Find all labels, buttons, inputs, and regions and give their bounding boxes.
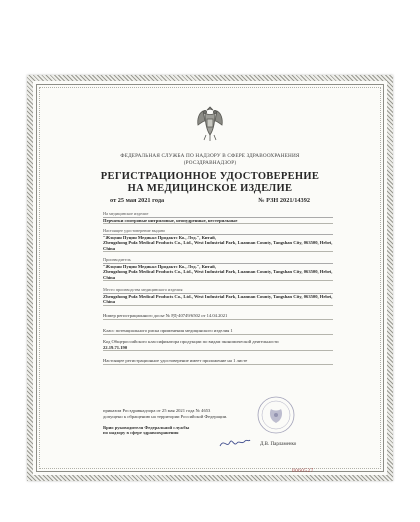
device-label: На медицинское изделие [103, 211, 333, 218]
manufacturer-block [103, 257, 333, 281]
issue-date: от 25 мая 2021 года [110, 197, 165, 204]
holder-label: Настоящее удостоверение выдано [103, 228, 333, 235]
device-value: Перчатки смотровые нитриловые, неопудренные, нестерильные [103, 218, 333, 225]
manufacturer-value-ru: "Жэцзян Пуцин Медикал Продактс Ко., Лтд.", Китай, [103, 263, 216, 269]
holder-value-ru: "Жэцзян Пуцин Медикал Продактс Ко., Лтд.", Китай, [103, 234, 216, 240]
dossier-number: Номер регистрационного досье № РД-40749/6502 от 14.04.2021 [103, 313, 333, 320]
okpd-value: 22.19.71.190 [103, 345, 333, 352]
manufacturer-value-en: Zhengzhong Pufa Medical Products Co., Ltd., West Industrial Park, Luannan County, Tangshan City, 063500, Hebei, China [103, 269, 333, 280]
holder-block [103, 228, 333, 252]
risk-class: Класс потенциального риска применения медицинского изделия 1 [103, 328, 333, 335]
production-site-block [103, 287, 333, 306]
signer-title-2: по надзору в сфере здравоохранения [103, 430, 179, 436]
date-number-line [110, 197, 310, 204]
issuing-agency: ФЕДЕРАЛЬНАЯ СЛУЖБА ПО НАДЗОРУ В СФЕРЕ ЗДРАВООХРАНЕНИЯ (РОСЗДРАВНАДЗОР) [120, 153, 300, 166]
official-seal-icon [256, 395, 296, 435]
appendix-note: Настоящее регистрационное удостоверение имеет приложение на 1 листе [103, 358, 333, 365]
signer-title-1: Врио руководителя Федеральной службы [103, 424, 190, 430]
order-line-2: допущено к обращению на территории Российской Федерации. [103, 413, 228, 419]
signer-name: Д.В. Парламенко [260, 442, 297, 447]
order-block [103, 408, 333, 436]
production-site-value: Zhengzhong Pufa Medical Products Co., Ltd., West Industrial Park, Luannan County, Tangshan City, 063500, Hebei, China [103, 293, 333, 305]
risk-class-block [103, 328, 333, 335]
holder-value-en: Zhengzhong Pufa Medical Products Co., Ltd., West Industrial Park, Luannan County, Tangshan City, 063500, Hebei, China [103, 240, 333, 251]
dossier-block [103, 313, 333, 320]
okpd-label: Код Общероссийского классификатора продукции по видам экономической деятельности [103, 339, 279, 344]
order-line-1: приказом Росздравнадзора от 25 мая 2021 года № 4653 [103, 408, 211, 413]
device-block [103, 211, 333, 224]
registration-number: № РЗН 2021/14392 [258, 197, 310, 204]
manufacturer-label: Производитель [103, 257, 333, 264]
title-line-2: НА МЕДИЦИНСКОЕ ИЗДЕЛИЕ [127, 183, 293, 194]
serial-number: 0060527 [292, 468, 314, 474]
production-site-label: Место производства медицинского изделия [103, 287, 333, 294]
signature-icon [218, 436, 252, 450]
okpd-block [103, 339, 333, 351]
appendix-block [103, 358, 333, 365]
coat-of-arms-icon [193, 103, 227, 143]
document-title [70, 171, 350, 195]
title-line-1: РЕГИСТРАЦИОННОЕ УДОСТОВЕРЕНИЕ [100, 171, 320, 182]
